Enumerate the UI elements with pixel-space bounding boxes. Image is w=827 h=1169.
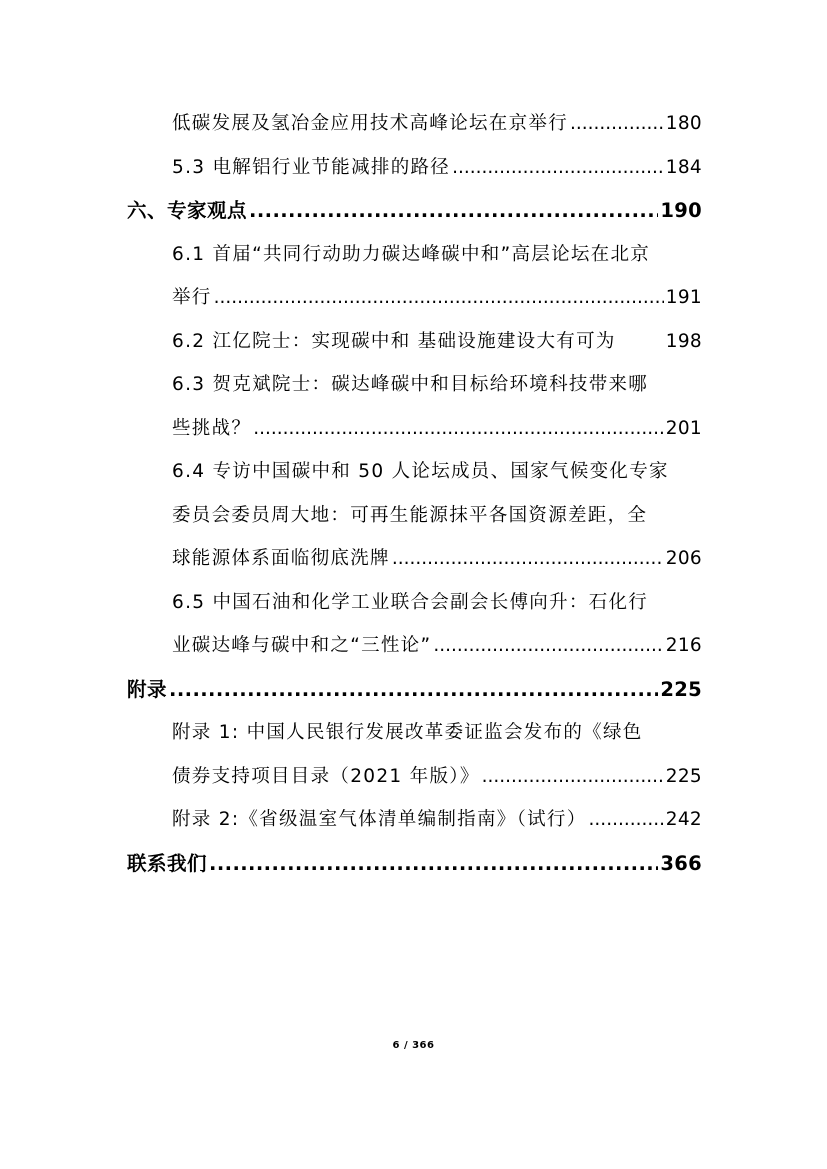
toc-chapter-title: 六、专家观点 xyxy=(127,199,248,222)
toc-entry-page: 206 xyxy=(665,548,702,569)
toc-entry-line[interactable] xyxy=(127,363,702,407)
toc-entry-title: 低碳发展及氢冶金应用技术高峰论坛在京举行 xyxy=(172,113,569,134)
page-number-footer: 6 / 366 xyxy=(392,1040,435,1051)
toc-chapter-page: 366 xyxy=(660,851,702,875)
toc-entry-line[interactable] xyxy=(127,233,702,277)
toc-entry-line[interactable] xyxy=(127,494,702,538)
toc-entry-title: 举行 xyxy=(172,287,212,308)
toc-entry-title: 6.2 江亿院士：实现碳中和 基础设施建设大有可为 xyxy=(172,330,616,352)
toc-entry-line[interactable] xyxy=(127,711,702,755)
toc-entry-title-line: 委员会委员周大地：可再生能源抹平各国资源差距，全 xyxy=(172,504,648,526)
toc-chapter-entry[interactable] xyxy=(127,842,702,886)
toc-chapter-page: 225 xyxy=(660,677,702,701)
toc-entry-title-line: 附录 1: 中国人民银行发展改革委证监会发布的《绿色 xyxy=(172,722,643,743)
toc-leader-dots xyxy=(482,755,664,799)
toc-leader-dots xyxy=(433,624,663,668)
toc-leader-dots xyxy=(589,798,664,842)
toc-leader-dots xyxy=(570,102,664,146)
toc-entry-title-line: 6.4 专访中国碳中和 50 人论坛成员、国家气候变化专家 xyxy=(172,461,669,482)
toc-entry-page: 198 xyxy=(665,330,702,352)
toc-leader-dots xyxy=(169,668,658,712)
toc-entry-title: 业碳达峰与碳中和之“三性论” xyxy=(172,635,432,656)
toc-entry-page: 225 xyxy=(665,765,702,787)
toc-entry-page: 201 xyxy=(665,417,702,439)
toc-entry[interactable] xyxy=(127,320,702,364)
toc-leader-dots xyxy=(249,189,658,233)
toc-entry-title: 附录 2:《省级温室气体清单编制指南》（试行） xyxy=(172,809,587,830)
toc-entry-title: 球能源体系面临彻底洗牌 xyxy=(172,548,390,569)
toc-chapter-title: 联系我们 xyxy=(127,851,208,875)
toc-chapter-entry[interactable] xyxy=(127,189,702,233)
toc-entry-page: 191 xyxy=(665,287,702,308)
toc-entry-line[interactable] xyxy=(127,581,702,625)
toc-entry[interactable] xyxy=(127,798,702,842)
toc-entry[interactable] xyxy=(127,755,702,799)
toc-chapter-title: 附录 xyxy=(127,677,168,701)
toc-entry-title-line: 6.1 首届“共同行动助力碳达峰碳中和”高层论坛在北京 xyxy=(172,243,651,265)
toc-entry[interactable] xyxy=(127,276,702,320)
toc-leader-dots xyxy=(214,276,664,320)
toc-entry[interactable] xyxy=(127,407,702,451)
toc-entry[interactable] xyxy=(127,624,702,668)
toc-entry[interactable] xyxy=(127,102,702,146)
toc-leader-dots xyxy=(392,537,664,581)
toc-entry-page: 242 xyxy=(665,809,702,830)
toc-entry-line[interactable] xyxy=(127,450,702,494)
toc-leader-dots xyxy=(209,842,658,886)
toc-entry[interactable] xyxy=(127,537,702,581)
toc-entry-page: 184 xyxy=(665,156,702,178)
toc-entry-title: 些挑战？ xyxy=(172,417,252,439)
toc-entry-title: 债券支持项目目录（2021 年版）》 xyxy=(172,765,480,787)
toc-leader-dots xyxy=(452,146,664,190)
toc-entry-page: 216 xyxy=(665,635,702,656)
table-of-contents xyxy=(127,102,702,885)
toc-entry-page: 180 xyxy=(665,113,702,134)
toc-chapter-entry[interactable] xyxy=(127,668,702,712)
toc-chapter-page: 190 xyxy=(660,199,702,222)
toc-leader-dots xyxy=(253,407,664,451)
toc-entry-title-line: 6.3 贺克斌院士：碳达峰碳中和目标给环境科技带来哪 xyxy=(172,374,649,395)
toc-entry-title-line: 6.5 中国石油和化学工业联合会副会长傅向升：石化行 xyxy=(172,591,649,613)
toc-entry-title: 5.3 电解铝行业节能减排的路径 xyxy=(172,156,451,178)
toc-entry[interactable] xyxy=(127,146,702,190)
